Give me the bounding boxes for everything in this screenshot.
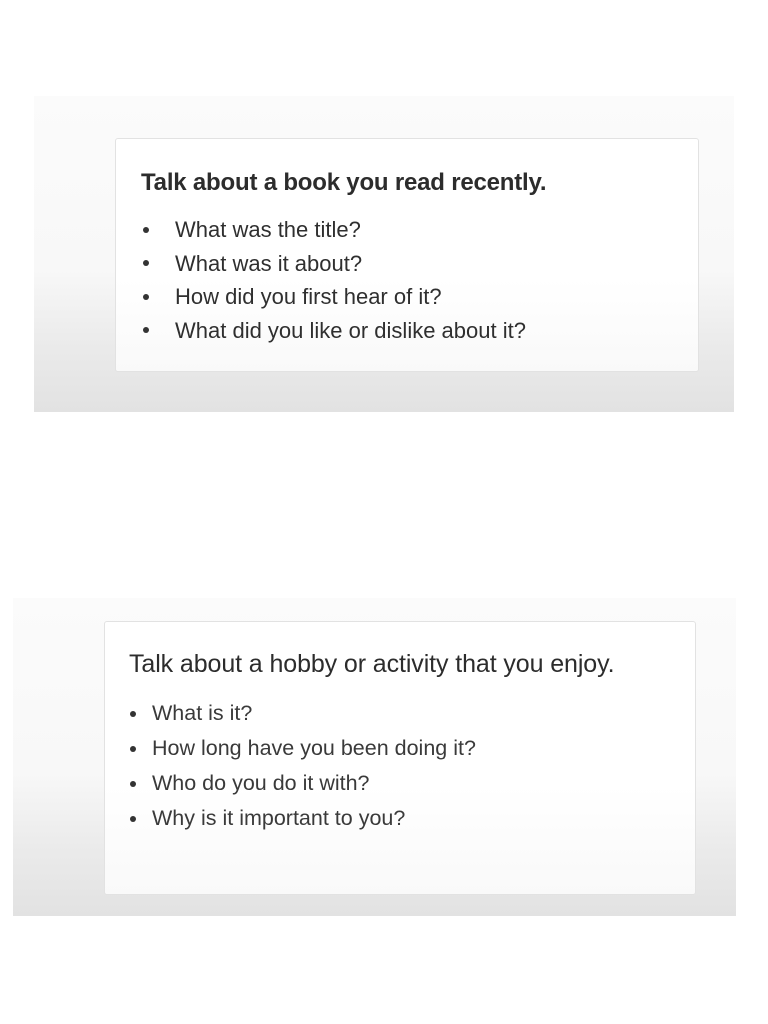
prompt-card-hobby bbox=[104, 621, 696, 895]
bullet-icon bbox=[143, 294, 149, 300]
prompt-card-book bbox=[115, 138, 699, 372]
question-item bbox=[130, 696, 476, 731]
bullet-icon bbox=[130, 816, 136, 822]
question-item bbox=[143, 280, 526, 314]
bullet-icon bbox=[130, 781, 136, 787]
question-text: What was the title? bbox=[175, 217, 361, 242]
prompt-title: Talk about a book you read recently. bbox=[141, 169, 547, 196]
bullet-icon bbox=[143, 260, 149, 266]
question-text: What is it? bbox=[152, 701, 253, 725]
bullet-icon bbox=[130, 711, 136, 717]
question-text: Who do you do it with? bbox=[152, 771, 370, 795]
question-text: Why is it important to you? bbox=[152, 806, 406, 830]
question-text: What did you like or dislike about it? bbox=[175, 317, 526, 343]
bullet-icon bbox=[143, 327, 149, 333]
question-list bbox=[130, 696, 476, 836]
question-list bbox=[143, 213, 526, 347]
prompt-title: Talk about a hobby or activity that you enjoy. bbox=[129, 650, 615, 678]
question-item bbox=[143, 213, 526, 247]
bullet-icon bbox=[130, 746, 136, 752]
question-item bbox=[143, 314, 526, 348]
question-text: What was it about? bbox=[175, 250, 363, 276]
question-text: How long have you been doing it? bbox=[152, 736, 476, 760]
question-item bbox=[130, 801, 476, 836]
bullet-icon bbox=[143, 227, 149, 233]
question-item bbox=[143, 247, 526, 281]
question-item bbox=[130, 766, 476, 801]
question-item bbox=[130, 731, 476, 766]
question-text: How did you first hear of it? bbox=[175, 284, 442, 309]
